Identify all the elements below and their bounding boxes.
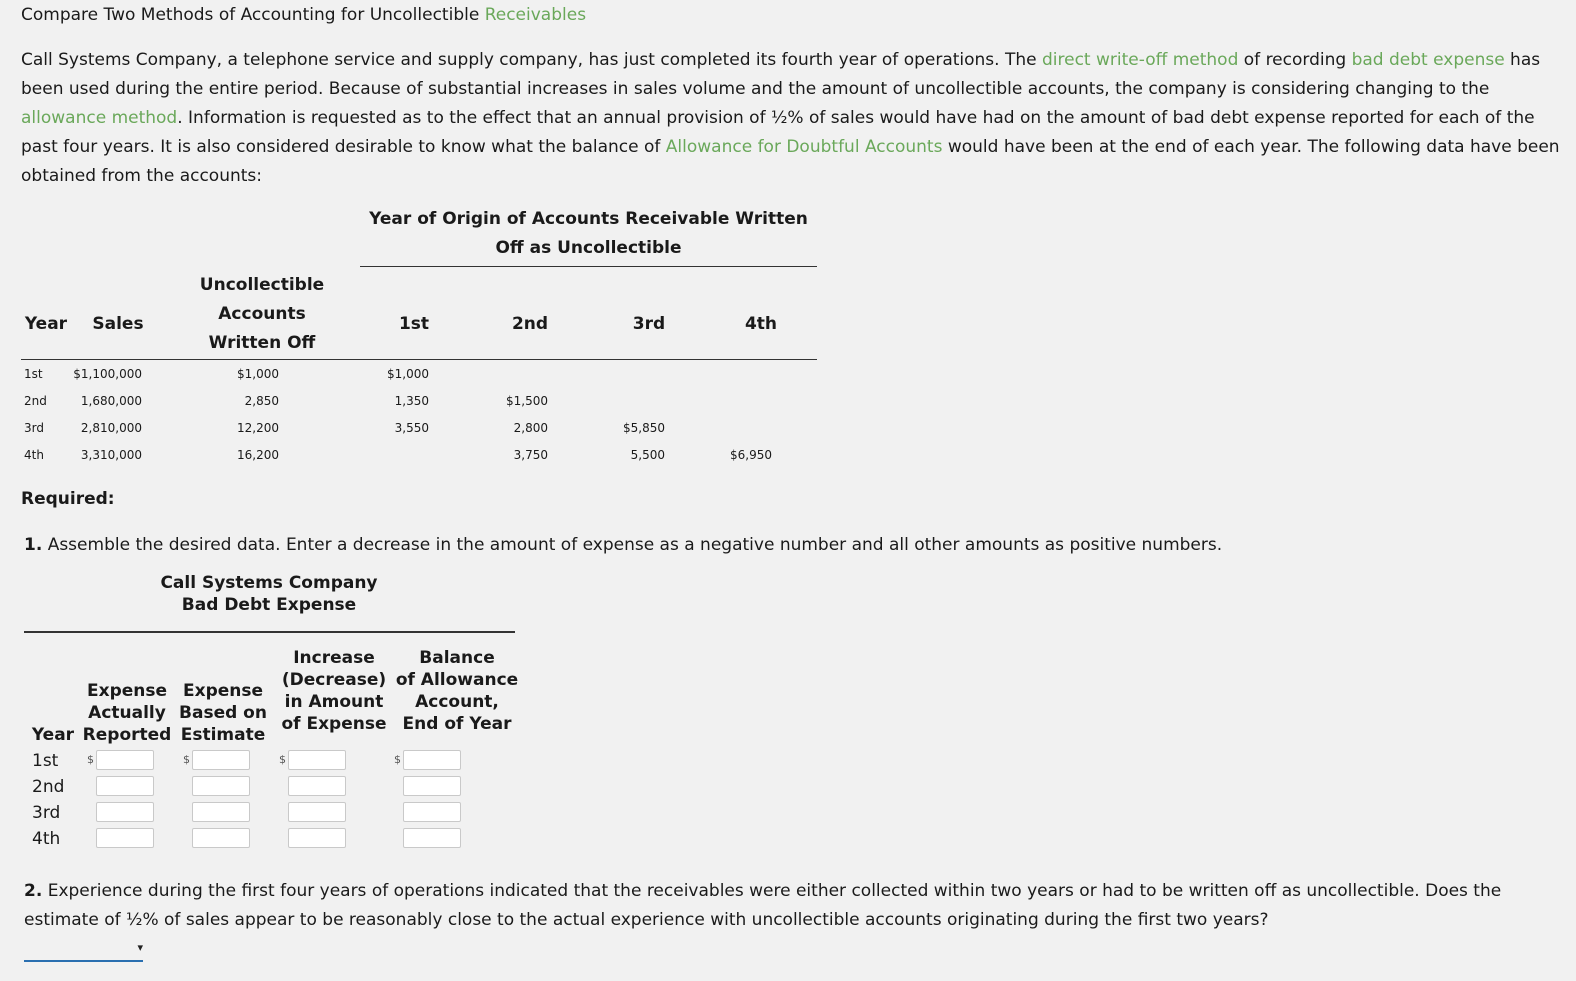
- table-cell-1st: 3,550: [394, 421, 429, 435]
- answer-year-2: 2nd: [32, 777, 65, 797]
- answer-table-heading: [24, 572, 514, 616]
- table-cell-4th: $6,950: [730, 448, 772, 462]
- table-cell-year: 2nd: [24, 394, 47, 408]
- direct-write-off-link[interactable]: direct write-off method: [1042, 50, 1239, 70]
- answer-header-estimate: [176, 680, 270, 746]
- expense-estimate-input-3rd[interactable]: [192, 802, 250, 822]
- header-1st: 1st: [398, 314, 430, 334]
- answer-year-4: 4th: [32, 829, 61, 849]
- table-cell-1st: $1,000: [387, 367, 429, 381]
- intro-text-4: . Information is requested as to the effect that an annual provision of ½% of sales would have had on the amount of bad debt expense reported for each of the past four years. It is also considered desirable to know what the balance of: [21, 108, 1535, 157]
- header-2nd: 2nd: [511, 314, 549, 334]
- table-cell-sales: 2,810,000: [80, 421, 142, 435]
- page-title: [21, 4, 586, 26]
- answer-header-balance-l3: Account,: [415, 692, 499, 712]
- chevron-down-icon: ▾: [137, 941, 143, 954]
- table-cell-year: 4th: [24, 448, 44, 462]
- allowance-balance-input-3rd[interactable]: [403, 802, 461, 822]
- answer-header-balance-l1: Balance: [419, 648, 495, 668]
- expense-change-input-4th[interactable]: [288, 828, 346, 848]
- expense-actual-input-4th[interactable]: [96, 828, 154, 848]
- expense-estimate-input-4th[interactable]: [192, 828, 250, 848]
- table-cell-written-off: 16,200: [237, 448, 279, 462]
- currency-symbol: $: [279, 753, 286, 766]
- answer-header-change-l2: (Decrease): [281, 670, 387, 690]
- question-2: [24, 877, 1544, 935]
- table-cell-3rd: $5,850: [623, 421, 665, 435]
- company-name: Call Systems Company: [160, 573, 378, 593]
- header-sales: Sales: [92, 314, 144, 334]
- receivables-link[interactable]: Receivables: [484, 5, 587, 25]
- table-cell-1st: 1,350: [394, 394, 429, 408]
- group-header-line1: Year of Origin of Accounts Receivable Written: [369, 209, 808, 229]
- answer-header-balance-l4: End of Year: [402, 714, 512, 734]
- currency-symbol: $: [394, 753, 401, 766]
- question-1-number: 1.: [24, 535, 43, 555]
- table-cell-sales: 3,310,000: [80, 448, 142, 462]
- allowance-balance-input-4th[interactable]: [403, 828, 461, 848]
- title-text: Compare Two Methods of Accounting for Uncollectible: [21, 5, 485, 25]
- expense-change-input-1st[interactable]: [288, 750, 346, 770]
- header-rule: [21, 359, 817, 360]
- answer-header-actual-l2: Actually: [88, 703, 166, 723]
- intro-text-3: has been used during the entire period. Because of substantial increases in sales volume and the amount of uncollectible accounts, the company is considering changing to the: [21, 50, 1541, 99]
- currency-symbol: $: [183, 753, 190, 766]
- question-1: [24, 534, 1222, 556]
- expense-change-input-3rd[interactable]: [288, 802, 346, 822]
- answer-header-change-l3: in Amount: [284, 692, 384, 712]
- expense-estimate-input-1st[interactable]: [192, 750, 250, 770]
- answer-header-actual-l3: Reported: [82, 725, 172, 745]
- table-cell-written-off: 12,200: [237, 421, 279, 435]
- uncollectible-data-table: [21, 205, 817, 475]
- table-cell-2nd: $1,500: [506, 394, 548, 408]
- allowance-balance-input-2nd[interactable]: [403, 776, 461, 796]
- expense-actual-input-3rd[interactable]: [96, 802, 154, 822]
- answer-header-year: Year: [31, 725, 75, 745]
- table-cell-sales: $1,100,000: [73, 367, 142, 381]
- table-cell-2nd: 2,800: [513, 421, 548, 435]
- header-uncollectible-l1: Uncollectible: [199, 275, 325, 295]
- answer-year-1: 1st: [32, 751, 59, 771]
- answer-table-rule: [24, 631, 515, 633]
- allowance-balance-input-1st[interactable]: [403, 750, 461, 770]
- expense-actual-input-2nd[interactable]: [96, 776, 154, 796]
- answer-header-change-l4: of Expense: [281, 714, 387, 734]
- group-header-line2: Off as Uncollectible: [495, 238, 682, 258]
- question-1-text: Assemble the desired data. Enter a decrease in the amount of expense as a negative number and all other amounts as positive numbers.: [42, 535, 1223, 555]
- intro-text-2: of recording: [1238, 50, 1352, 70]
- table-cell-year: 3rd: [24, 421, 44, 435]
- answer-header-actual: [82, 680, 172, 746]
- table-cell-written-off: 2,850: [244, 394, 279, 408]
- expense-estimate-input-2nd[interactable]: [192, 776, 250, 796]
- answer-header-change-l1: Increase: [293, 648, 375, 668]
- question-2-text: Experience during the first four years of operations indicated that the receivables were either collected within two years or had to be written off as uncollectible. Does the estimate of ½% of sales appear to be reasonably close to the actual experience with uncollectible accounts originating during the first two years?: [24, 881, 1502, 930]
- header-4th: 4th: [744, 314, 778, 334]
- table-cell-sales: 1,680,000: [80, 394, 142, 408]
- currency-symbol: $: [87, 753, 94, 766]
- expense-actual-input-1st[interactable]: [96, 750, 154, 770]
- problem-intro: [21, 46, 1566, 191]
- question-2-number: 2.: [24, 881, 43, 901]
- answer-header-estimate-l3: Estimate: [180, 725, 266, 745]
- answer-header-estimate-l1: Expense: [182, 681, 264, 701]
- header-uncollectible-l2: Accounts: [218, 304, 306, 324]
- bad-debt-expense-link[interactable]: bad debt expense: [1351, 50, 1505, 70]
- table-cell-written-off: $1,000: [237, 367, 279, 381]
- intro-text-1: Call Systems Company, a telephone service and supply company, has just completed its fourth year of operations. The: [21, 50, 1042, 70]
- table-cell-2nd: 3,750: [513, 448, 548, 462]
- required-heading: Required:: [21, 489, 115, 509]
- header-uncollectible-l3: Written Off: [208, 333, 316, 353]
- allowance-method-link[interactable]: allowance method: [21, 108, 178, 128]
- group-header-rule: [360, 266, 817, 267]
- answer-header-estimate-l2: Based on: [179, 703, 267, 723]
- answer-table-subtitle: Bad Debt Expense: [181, 595, 357, 615]
- table-cell-3rd: 5,500: [630, 448, 665, 462]
- intro-text-5: would have been at the end of each year. The following data have been obtained from the accounts:: [21, 137, 1560, 186]
- answer-dropdown[interactable]: [24, 938, 143, 962]
- table-cell-year: 1st: [24, 367, 43, 381]
- answer-header-actual-l1: Expense: [86, 681, 168, 701]
- answer-header-balance: [386, 647, 528, 735]
- header-year: Year: [24, 314, 68, 334]
- answer-header-balance-l2: of Allowance: [395, 670, 519, 690]
- answer-header-change: [272, 647, 396, 735]
- header-3rd: 3rd: [632, 314, 666, 334]
- answer-year-3: 3rd: [32, 803, 61, 823]
- allowance-doubtful-accounts-link[interactable]: Allowance for Doubtful Accounts: [665, 137, 943, 157]
- expense-change-input-2nd[interactable]: [288, 776, 346, 796]
